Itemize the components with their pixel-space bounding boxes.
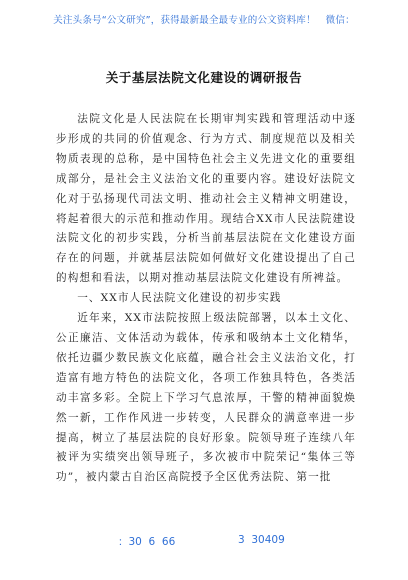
footer-bar <box>0 534 408 554</box>
header-banner <box>0 12 408 26</box>
section-paragraph: 近年来，XX市法院按照上级法院部署，以本土文化、公正廉洁、文体活动为载体，传承和吸纳本土文化精华，依托边疆少数民族文化底蕴，融合社会主义法治文化，打造富有地方特色的法院文化，各项工作独具特色，各类活动丰富多彩。全院上下学习气息浓厚，干警的精神面貌焕然一新，工作作风进一步转变，人民群众的满意率进一步提高，树立了基层法院的良好形象。院领导班子连续八年被评为实绩突出领导班子，多次被市中院荣记“集体三等功”，被内蒙古自治区高院授予全区优秀法院、第一批 <box>56 312 356 484</box>
document-title: 关于基层法院文化建设的调研报告 <box>105 70 303 85</box>
section-heading: 一、XX市人民法院文化建设的初步实践 <box>77 292 282 305</box>
document-body <box>56 110 356 488</box>
header-banner-wechat: 微信： <box>325 15 355 26</box>
footer-contact-left: ：30 6 66 <box>118 536 176 548</box>
footer-contact-right: 3 30409 <box>238 534 285 546</box>
header-banner-text: 关注头条号“公文研究”，获得最新最全最专业的公文资料库！ <box>53 15 316 26</box>
intro-paragraph: 法院文化是人民法院在长期审判实践和管理活动中逐步形成的共同的价值观念、行为方式、制度规范以及相关物质表现的总称，是中国特色社会主义先进文化的重要组成部分，是社会主义法治文化的重要内容。建设好法院文化对于弘扬现代司法文明、推动社会主义精神文明建设，将起着很大的示范和推动作用。现结合XX市人民法院建设法院文化的初步实践，分析当前基层法院在文化建设方面存在的问题，并就基层法院如何做好文化建设提出了自己的构想和看法，以期对推动基层法院文化建设有所裨益。 <box>56 113 356 285</box>
